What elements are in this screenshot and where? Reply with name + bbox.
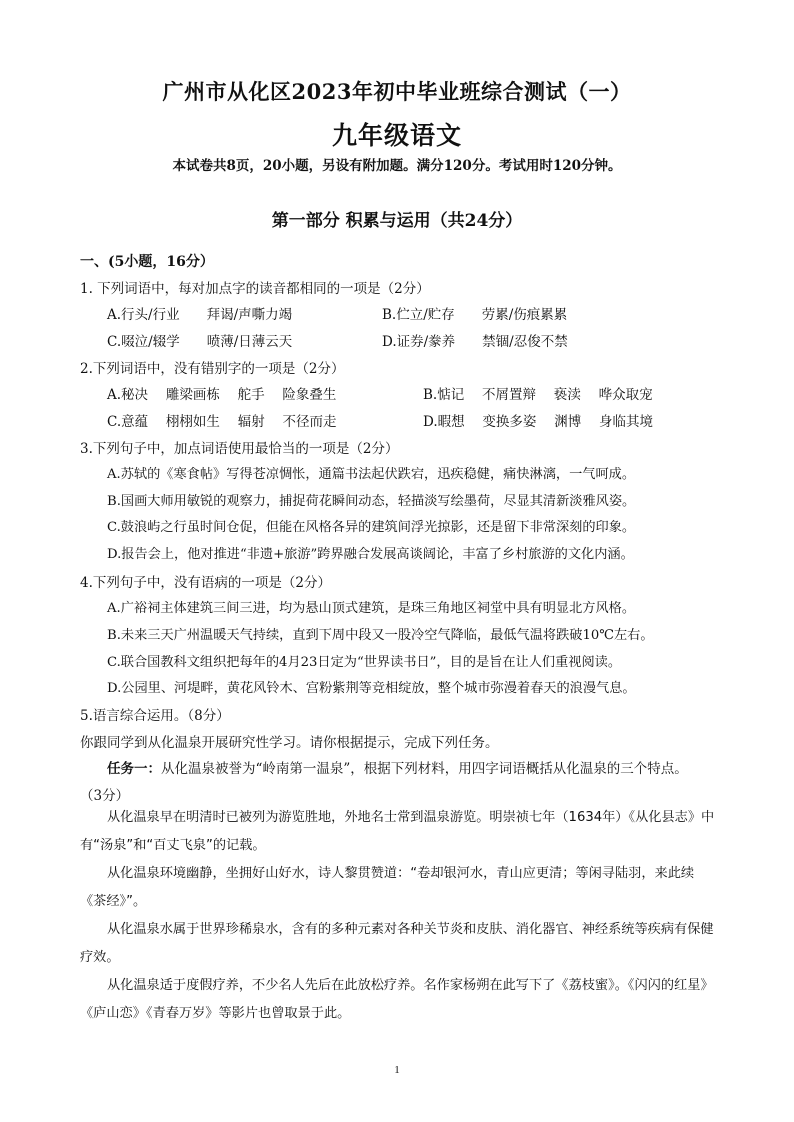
q3-stem: 3.下列句子中，加点词语使用最恰当的一项是（2分） [80, 441, 399, 457]
task-score: （3分） [80, 788, 130, 804]
material-paragraph: 从化温泉环境幽静，坐拥好山好水，诗人黎贯赞道：“卷却银河水，青山应更清；等闲寻陆羽，来此续《茶经》”。 [80, 866, 695, 909]
material-paragraph: 从化温泉早在明清时已被列为游览胜地，外地名士常到温泉游览。明崇祯七年（1634年）《从化县志》中有“汤泉”和“百丈飞泉”的记载。 [80, 810, 715, 853]
q2-option-d: D.暇想 变换多姿 渊博 身临其境 [423, 414, 654, 430]
q5-intro: 你跟同学到从化温泉开展研究性学习。请你根据提示，完成下列任务。 [80, 735, 499, 751]
material-paragraph: 从化温泉水属于世界珍稀泉水，含有的多种元素对各种关节炎和皮肤、消化器官、神经系统等疾病有保健疗效。 [80, 922, 714, 965]
q2-option-b: B.惦记 不屑置辩 亵渎 哗众取宠 [423, 387, 653, 403]
q1-option-c: C.啜泣/辍学 喷薄/日薄云天 [107, 334, 293, 350]
part-title: 第一部分 积累与运用（共24分） [271, 211, 523, 231]
task-label: 任务一： [107, 761, 161, 777]
q3-option-c: C.鼓浪屿之行虽时间仓促，但能在风格各异的建筑间浮光掠影，还是留下非常深刻的印象。 [107, 520, 636, 535]
q5-stem: 5.语言综合运用。（8分） [80, 708, 230, 724]
q4-option-d: D.公园里、河堤畔，黄花风铃木、宫粉紫荆等竞相绽放，整个城市弥漫着春天的浪漫气息。 [107, 681, 636, 696]
q1-stem: 1. 下列词语中，每对加点字的读音都相同的一项是（2分） [80, 281, 430, 297]
section-heading: 一、(5小题，16分） [80, 254, 214, 270]
q1-option-d: D.证券/豢养 禁锢/忍俊不禁 [382, 334, 568, 350]
q2-stem: 2.下列词语中，没有错别字的一项是（2分） [80, 361, 345, 377]
page-number: 1 [394, 1064, 400, 1076]
q1-option-a: A.行头/行业 拜谒/声嘶力竭 [107, 307, 293, 323]
exam-subject: 九年级语文 [331, 121, 462, 150]
q4-stem: 4.下列句子中，没有语病的一项是（2分） [80, 575, 331, 591]
q5-task [107, 757, 688, 777]
q4-option-c: C.联合国教科文组织把每年的4月23日定为“世界读书日”，目的是旨在让人们重视阅读。 [107, 655, 622, 670]
q1-option-b: B.伫立/贮存 劳累/伤痕累累 [382, 307, 568, 323]
q3-option-a: A.苏轼的《寒食帖》写得苍凉惆怅，通篇书法起伏跌宕，迅疾稳健，痛快淋漓，一气呵成。 [107, 467, 636, 482]
exam-title: 广州市从化区2023年初中毕业班综合测试（一） [162, 79, 632, 104]
task-text: 从化温泉被誉为“岭南第一温泉”，根据下列材料，用四字词语概括从化温泉的三个特点。 [161, 761, 688, 777]
q3-option-d: D.报告会上，他对推进“非遗+旅游”跨界融合发展高谈阔论，丰富了乡村旅游的文化内涵。 [107, 547, 634, 562]
q2-option-a: A.秘决 雕梁画栋 舵手 险象叠生 [107, 387, 337, 403]
q4-option-b: B.未来三天广州温暖天气持续，直到下周中段又一股冷空气降临，最低气温将跌破10℃左右。 [107, 628, 654, 643]
exam-instructions: 本试卷共8页，20小题，另设有附加题。满分120分。考试用时120分钟。 [172, 158, 622, 174]
q4-option-a: A.广裕祠主体建筑三间三进，均为悬山顶式建筑，是珠三角地区祠堂中具有明显北方风格。 [107, 601, 636, 616]
q2-option-c: C.意蕴 栩栩如生 辐射 不径而走 [107, 414, 337, 430]
material-paragraph: 从化温泉适于度假疗养，不少名人先后在此放松疗养。名作家杨朔在此写下了《荔枝蜜》。《闪闪的红星》《庐山恋》《青春万岁》等影片也曾取景于此。 [80, 978, 714, 1021]
q3-option-b: B.国画大师用敏锐的观察力，捕捉荷花瞬间动态，轻描淡写绘墨荷，尽显其清新淡雅风姿。 [107, 494, 636, 509]
